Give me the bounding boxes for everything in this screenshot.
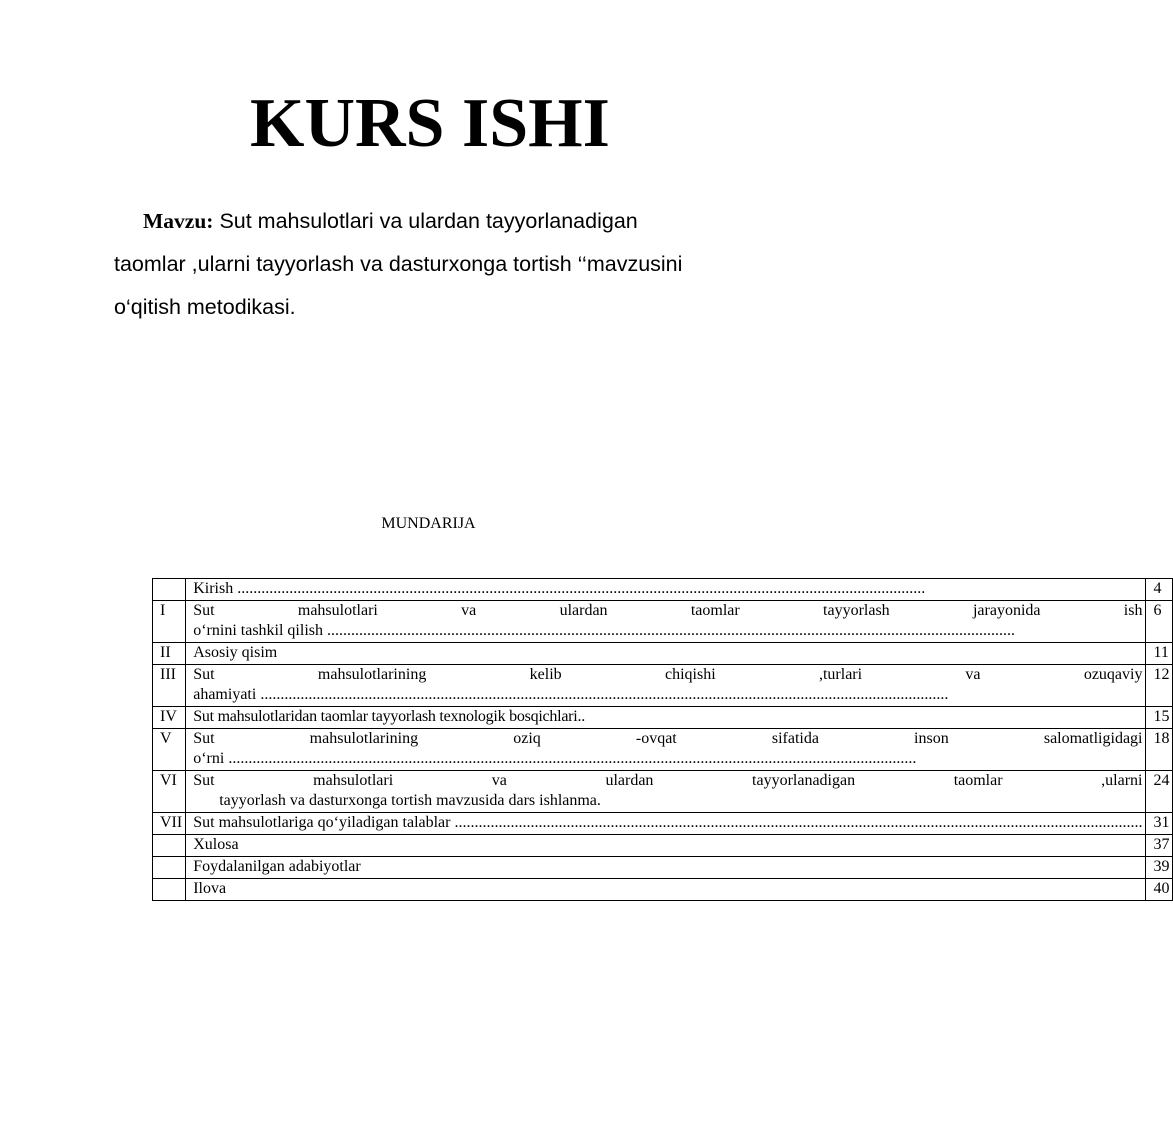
toc-number: III xyxy=(153,665,186,707)
table-row xyxy=(153,857,1173,879)
toc-page: 24 xyxy=(1146,771,1173,813)
table-row xyxy=(153,643,1173,665)
toc-item-text-cont: o‘rni ..... xyxy=(193,750,916,767)
table-row xyxy=(153,835,1173,857)
toc-number xyxy=(153,579,186,601)
toc-number: IV xyxy=(153,707,186,729)
topic-line-1 xyxy=(114,200,734,243)
toc-number: II xyxy=(153,643,186,665)
toc-page: 15 xyxy=(1146,707,1173,729)
toc-item xyxy=(186,879,1146,901)
toc-heading: MUNDARIJA xyxy=(381,515,476,532)
table-row xyxy=(153,707,1173,729)
toc-page: 6 xyxy=(1146,601,1173,643)
toc-item-text: Sut mahsulotlari va ulardan taomlar tayyorlash jarayonida ish xyxy=(193,602,1143,619)
toc-item-text: Sut mahsulotlarining kelib chiqishi ,turlari va ozuqaviy xyxy=(193,666,1143,683)
table-row xyxy=(153,813,1173,835)
toc-number xyxy=(153,857,186,879)
toc-page: 12 xyxy=(1146,665,1173,707)
topic-text-1: Sut mahsulotlari va ulardan tayyorlanadigan xyxy=(219,209,638,233)
toc-page: 4 xyxy=(1146,579,1173,601)
toc-item-text: Sut mahsulotlarining oziq -ovqat sifatida inson salomatligidagi xyxy=(193,730,1143,747)
topic-paragraph xyxy=(114,200,734,329)
toc-number: VI xyxy=(153,771,186,813)
toc-page: 37 xyxy=(1146,835,1173,857)
toc-item xyxy=(186,601,1146,643)
toc-item xyxy=(186,707,1146,729)
topic-line-2: taomlar ,ularni tayyorlash va dasturxonga tortish ‘‘mavzusini xyxy=(114,252,683,276)
toc-item-text: Xulosa xyxy=(193,836,239,853)
toc-item xyxy=(186,771,1146,813)
toc-item xyxy=(186,835,1146,857)
table-row xyxy=(153,771,1173,813)
toc-page: 11 xyxy=(1146,643,1173,665)
toc-number: I xyxy=(153,601,186,643)
toc-number: VII xyxy=(153,813,186,835)
toc-item-text: Asosiy qisim xyxy=(193,644,278,661)
toc-item-text-cont: tayyorlash va dasturxonga tortish mavzusida dars ishlanma. xyxy=(219,792,601,809)
table-row xyxy=(153,729,1173,771)
toc-item xyxy=(186,857,1146,879)
document-title: KURS ISHI xyxy=(250,85,610,162)
toc-item xyxy=(186,643,1146,665)
toc-item xyxy=(186,729,1146,771)
topic-line-3: o‘qitish metodikasi. xyxy=(114,295,296,319)
toc-item-text: Sut mahsulotlari va ulardan tayyorlanadigan taomlar ,ularni xyxy=(193,772,1143,789)
table-of-contents xyxy=(152,578,1173,901)
toc-item-text: Kirish ..... xyxy=(193,580,925,597)
table-row xyxy=(153,579,1173,601)
toc-item-text-cont: o‘rnini tashkil qilish ..... xyxy=(193,622,1015,639)
topic-label: Mavzu: xyxy=(143,209,214,233)
toc-item xyxy=(186,665,1146,707)
toc-item-text-cont: ahamiyati ..... xyxy=(193,686,948,703)
toc-number: V xyxy=(153,729,186,771)
toc-item-text: Foydalanilgan adabiyotlar xyxy=(193,858,361,875)
toc-item-text: Ilova xyxy=(193,880,227,897)
table-row xyxy=(153,601,1173,643)
toc-number xyxy=(153,879,186,901)
toc-number xyxy=(153,835,186,857)
table-row xyxy=(153,879,1173,901)
toc-page: 39 xyxy=(1146,857,1173,879)
toc-page: 31 xyxy=(1146,813,1173,835)
toc-item-text: Sut mahsulotlaridan taomlar tayyorlash texnologik bosqichlari.. xyxy=(193,708,585,725)
toc-item xyxy=(186,579,1146,601)
toc-item xyxy=(186,813,1146,835)
table-row xyxy=(153,665,1173,707)
toc-item-text: Sut mahsulotlariga qo‘yiladigan talablar ..... xyxy=(193,814,1142,831)
toc-page: 40 xyxy=(1146,879,1173,901)
toc-page: 18 xyxy=(1146,729,1173,771)
